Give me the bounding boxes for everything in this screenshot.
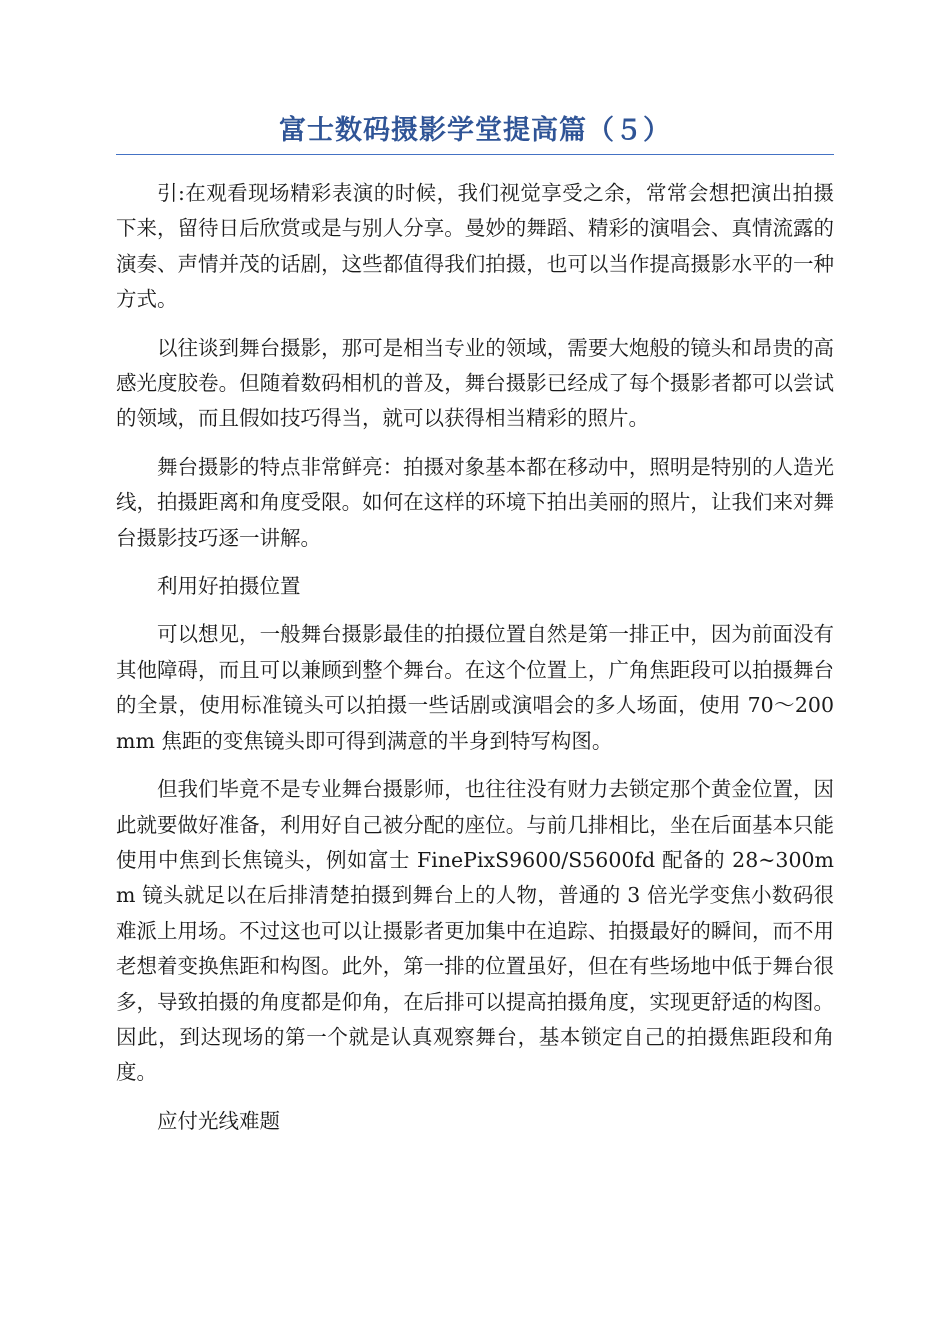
paragraph-stage-photography-history: 以往谈到舞台摄影，那可是相当专业的领域，需要大炮般的镜头和昂贵的高感光度胶卷。但随着数码相机的普及，舞台摄影已经成了每个摄影者都可以尝试的领域，而且假如技巧得当，就可以获得相当精彩的照片。 [116, 335, 834, 431]
paragraph-stage-photography-features: 舞台摄影的特点非常鲜亮：拍摄对象基本都在移动中，照明是特别的人造光线，拍摄距离和角度受限。如何在这样的环境下拍出美丽的照片，让我们来对舞台摄影技巧逐一讲解。 [116, 454, 834, 550]
paragraph-back-row-tips: 但我们毕竟不是专业舞台摄影师，也往往没有财力去锁定那个黄金位置，因此就要做好准备，利用好自己被分配的座位。与前几排相比，坐在后面基本只能使用中焦到长焦镜头，例如富士 FinePixS9600/S5600fd 配备的 28~300mm 镜头就足以在后排清楚拍摄到舞台上的人物，普通的 3 倍光学变焦小数码很难派上用场。不过这也可以让摄影者更加集中在追踪、拍摄最好的瞬间，而不用老想着变换焦距和构图。此外，第一排的位置虽好，但在有些场地中低于舞台很多，导致拍摄的角度都是仰角，在后排可以提高拍摄角度，实现更舒适的构图。因此，到达现场的第一个就是认真观察舞台，基本锁定自己的拍摄焦距段和角度。 [116, 777, 834, 1085]
document-page [116, 112, 834, 1152]
document-title: 富士数码摄影学堂提高篇（５） [116, 112, 834, 155]
section-heading-lighting: 应付光线难题 [157, 1108, 280, 1133]
paragraph-best-position: 可以想见，一般舞台摄影最佳的拍摄位置自然是第一排正中，因为前面没有其他障碍，而且可以兼顾到整个舞台。在这个位置上，广角焦距段可以拍摄舞台的全景，使用标准镜头可以拍摄一些话剧或演唱会的多人场面，使用 70～200mm 焦距的变焦镜头即可得到满意的半身到特写构图。 [116, 622, 834, 753]
section-heading-shooting-position: 利用好拍摄位置 [157, 574, 301, 599]
document-body [116, 176, 834, 1139]
paragraph-intro: 引:在观看现场精彩表演的时候，我们视觉享受之余，常常会想把演出拍摄下来，留待日后欣赏或是与别人分享。曼妙的舞蹈、精彩的演唱会、真情流露的演奏、声情并茂的话剧，这些都值得我们拍摄，也可以当作提高摄影水平的一种方式。 [116, 181, 834, 312]
